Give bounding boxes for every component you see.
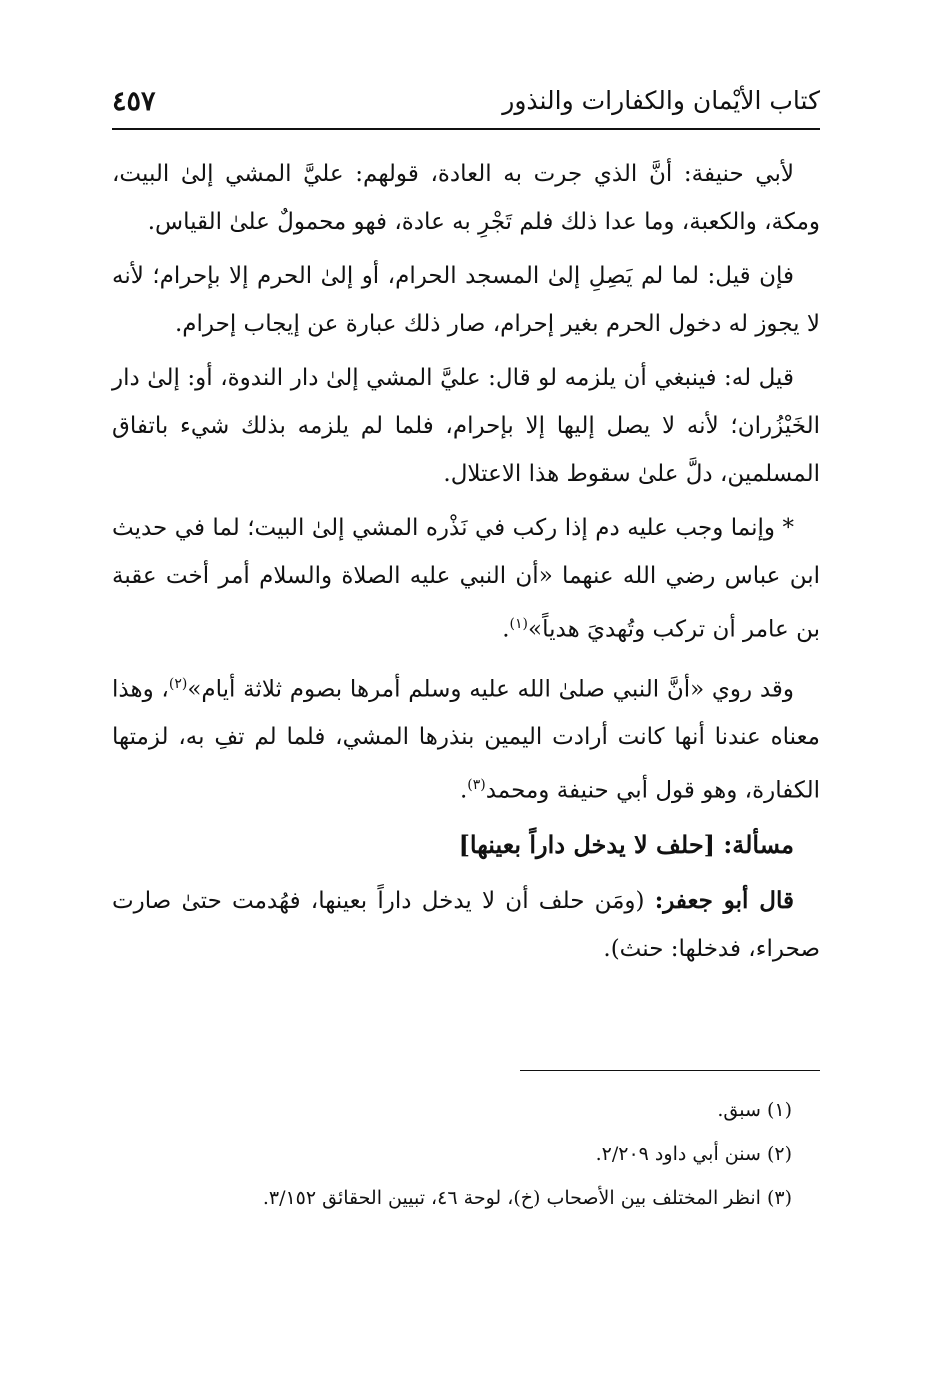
paragraph	[112, 504, 820, 654]
footnote: (٣) انظر المختلف بين الأصحاب (خ)، لوحة ٤٦، تبيين الحقائق ٣/١٥٢.	[262, 1187, 792, 1209]
speaker: قال أبو جعفر:	[654, 886, 795, 914]
issue-heading: مسألة: [حلف لا يدخل داراً بعينها]	[458, 829, 794, 859]
paragraph-text: (ومَن حلف أن لا يدخل داراً بعينها، فهُدمت حتىٰ صارت صحراء، فدخلها: حنث).	[112, 887, 820, 962]
footnote-ref: (١)	[509, 616, 529, 632]
footnote-ref: (٢)	[168, 675, 188, 692]
book-title: كتاب الأيْمان والكفارات والنذور	[502, 86, 820, 115]
footnote-divider	[520, 1070, 820, 1071]
paragraph: فإن قيل: لما لم يَصِلِ إلىٰ المسجد الحرام، أو إلىٰ الحرم إلا بإحرام؛ لأنه لا يجوز له دخول الحرم بغير إحرام، صار ذلك عبارة عن إيجاب إحرام.	[112, 263, 820, 337]
paragraph: لأبي حنيفة: أنَّ الذي جرت به العادة، قولهم: عليَّ المشي إلىٰ البيت، ومكة، والكعبة، وما عدا ذلك فلم تَجْرِ به عادة، فهو محمولٌ علىٰ القياس.	[112, 161, 820, 235]
paragraph	[112, 877, 820, 973]
footnotes	[112, 1088, 792, 1220]
paragraph-end: .	[502, 616, 510, 643]
paragraph: قيل له: فينبغي أن يلزمه لو قال: عليَّ المشي إلىٰ دار الندوة، أو: إلىٰ دار الخَيْزُران؛ لأنه لا يصل إليها إلا بإحرام، فلما لم يلزمه بذلك شيء باتفاق المسلمين، دلَّ علىٰ سقوط هذا الاعتلال.	[112, 365, 820, 487]
running-header	[112, 82, 820, 130]
paragraph	[112, 660, 820, 815]
paragraph-text: * وإنما وجب عليه دم إذا ركب في نَذْره المشي إلىٰ البيت؛ لما في حديث ابن عباس رضي الله عنهما «أن النبي عليه الصلاة والسلام أمر أخت عقبة بن عامر أن تركب وتُهديَ هدياً»	[112, 515, 820, 643]
paragraph-text: ، وهذا معناه عندنا أنها كانت أرادت اليمين بنذرها المشي، فلما لم تفِ به، لزمتها الكفارة، وهو قول أبي حنيفة ومحمد	[112, 676, 820, 804]
main-text	[112, 150, 820, 979]
paragraph-text: وقد روي «أنَّ النبي صلىٰ الله عليه وسلم أمرها بصوم ثلاثة أيام»	[187, 676, 795, 703]
footnote: (١) سبق.	[717, 1099, 792, 1121]
footnote: (٢) سنن أبي داود ٢/٢٠٩.	[595, 1143, 792, 1165]
page-number: ٤٥٧	[112, 86, 156, 117]
paragraph-end: .	[459, 777, 468, 804]
footnote-ref: (٣)	[467, 777, 486, 794]
